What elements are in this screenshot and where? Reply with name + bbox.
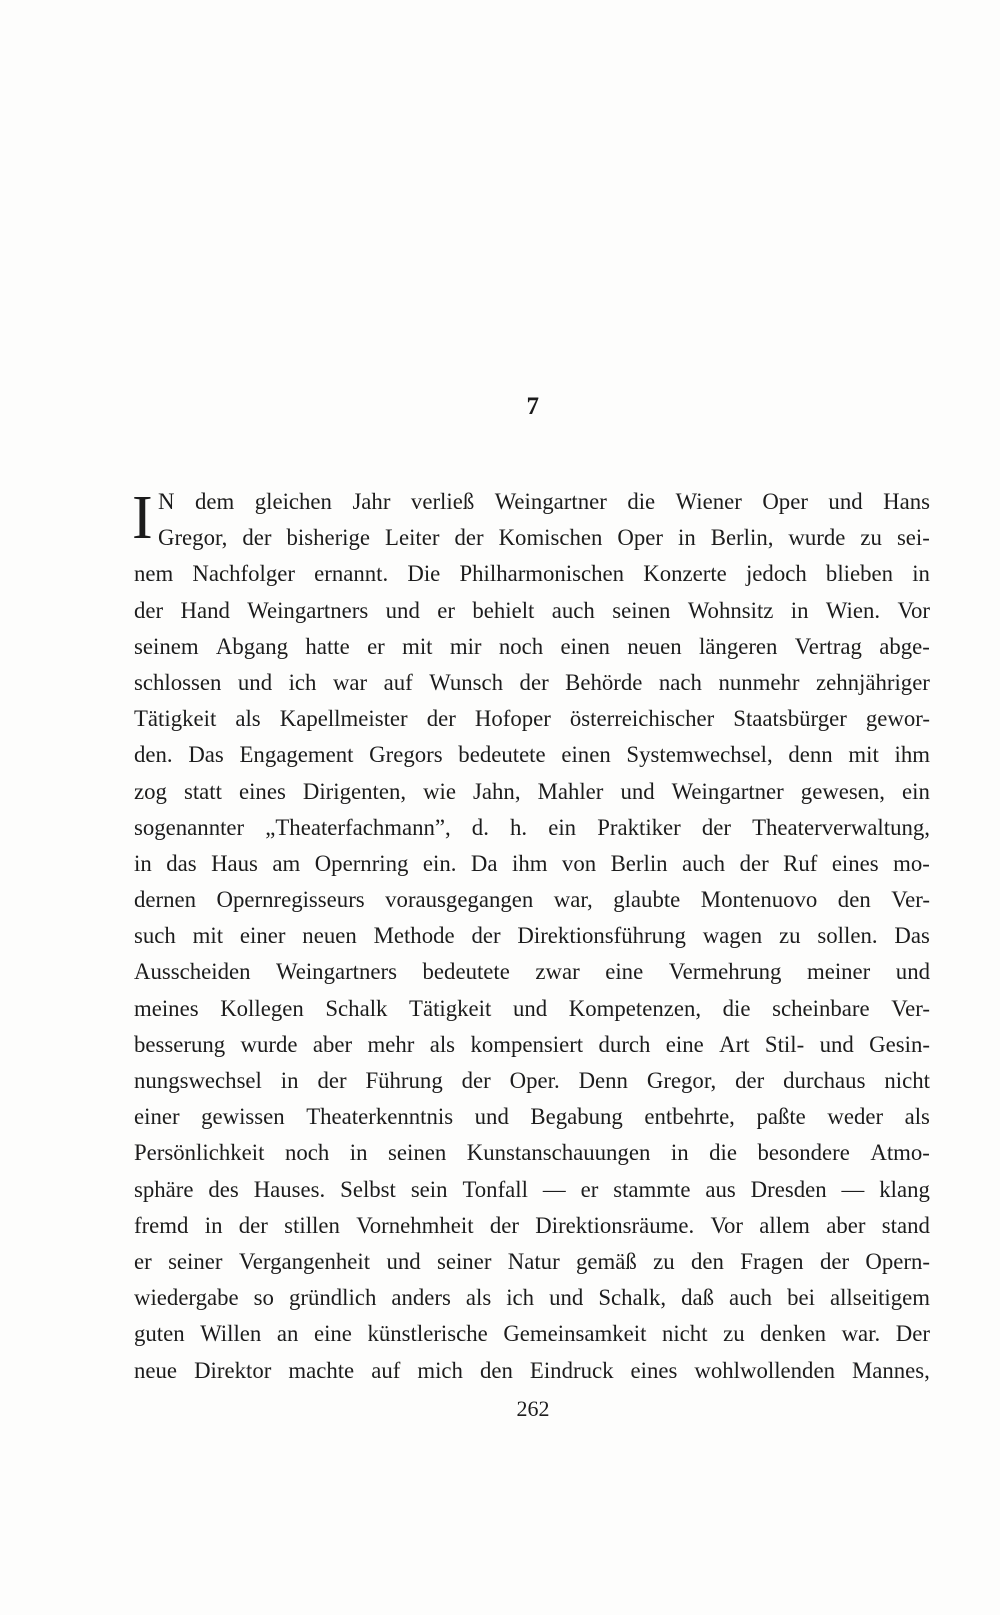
text-line: Persönlichkeit noch in seinen Kunstanschauungen in die besondere Atmo- [134,1140,930,1166]
text-line: der Hand Weingartners und er behielt auch seinen Wohnsitz in Wien. Vor [134,597,930,623]
text-line: zog statt eines Dirigenten, wie Jahn, Mahler und Weingartner gewesen, ein [134,778,930,804]
text-line: Ausscheiden Weingartners bedeutete zwar eine Vermehrung meiner und [134,959,930,985]
text-line: Gregor, der bisherige Leiter der Komischen Oper in Berlin, wurde zu sei- [158,525,930,551]
text-line: N dem gleichen Jahr verließ Weingartner die Wiener Oper und Hans [158,489,930,514]
text-line: er seiner Vergangenheit und seiner Natur gemäß zu den Fragen der Opern- [134,1248,930,1274]
body-text [134,484,930,1389]
text-line: nem Nachfolger ernannt. Die Philharmonischen Konzerte jedoch blieben in [134,561,930,587]
text-line: sogenannter „Theaterfachmann”, d. h. ein Praktiker der Theaterverwaltung, [134,814,930,840]
text-line: sphäre des Hauses. Selbst sein Tonfall — er stammte aus Dresden — klang [134,1176,930,1202]
text-line: den. Das Engagement Gregors bedeutete einen Systemwechsel, denn mit ihm [134,742,930,768]
text-line: einer gewissen Theaterkenntnis und Begabung entbehrte, paßte weder als [134,1104,930,1130]
text-line: Tätigkeit als Kapellmeister der Hofoper österreichischer Staatsbürger gewor- [134,706,930,732]
text-line: neue Direktor machte auf mich den Eindruck eines wohlwollenden Mannes, [134,1357,930,1383]
text-line: fremd in der stillen Vornehmheit der Direktionsräume. Vor allem aber stand [134,1212,930,1238]
chapter-number: 7 [526,393,540,420]
text-line: schlossen und ich war auf Wunsch der Behörde nach nunmehr zehnjähriger [134,669,930,695]
text-line: meines Kollegen Schalk Tätigkeit und Kompetenzen, die scheinbare Ver- [134,995,930,1021]
text-line: nungswechsel in der Führung der Oper. Denn Gregor, der durchaus nicht [134,1068,930,1093]
text-line: wiedergabe so gründlich anders als ich und Schalk, daß auch bei allseitigem [134,1285,930,1311]
drop-cap: I [132,484,153,552]
text-line: such mit einer neuen Methode der Direktionsführung wagen zu sollen. Das [134,923,930,949]
text-line: in das Haus am Opernring ein. Da ihm von Berlin auch der Ruf eines mo- [134,850,930,876]
text-line: guten Willen an eine künstlerische Gemeinsamkeit nicht zu denken war. Der [134,1321,930,1347]
text-line: seinem Abgang hatte er mit mir noch einen neuen längeren Vertrag abge- [134,633,930,659]
page-number: 262 [516,1396,550,1421]
text-line: besserung wurde aber mehr als kompensiert durch eine Art Stil- und Gesin- [134,1031,930,1057]
text-line: dernen Opernregisseurs vorausgegangen war, glaubte Montenuovo den Ver- [134,887,930,913]
